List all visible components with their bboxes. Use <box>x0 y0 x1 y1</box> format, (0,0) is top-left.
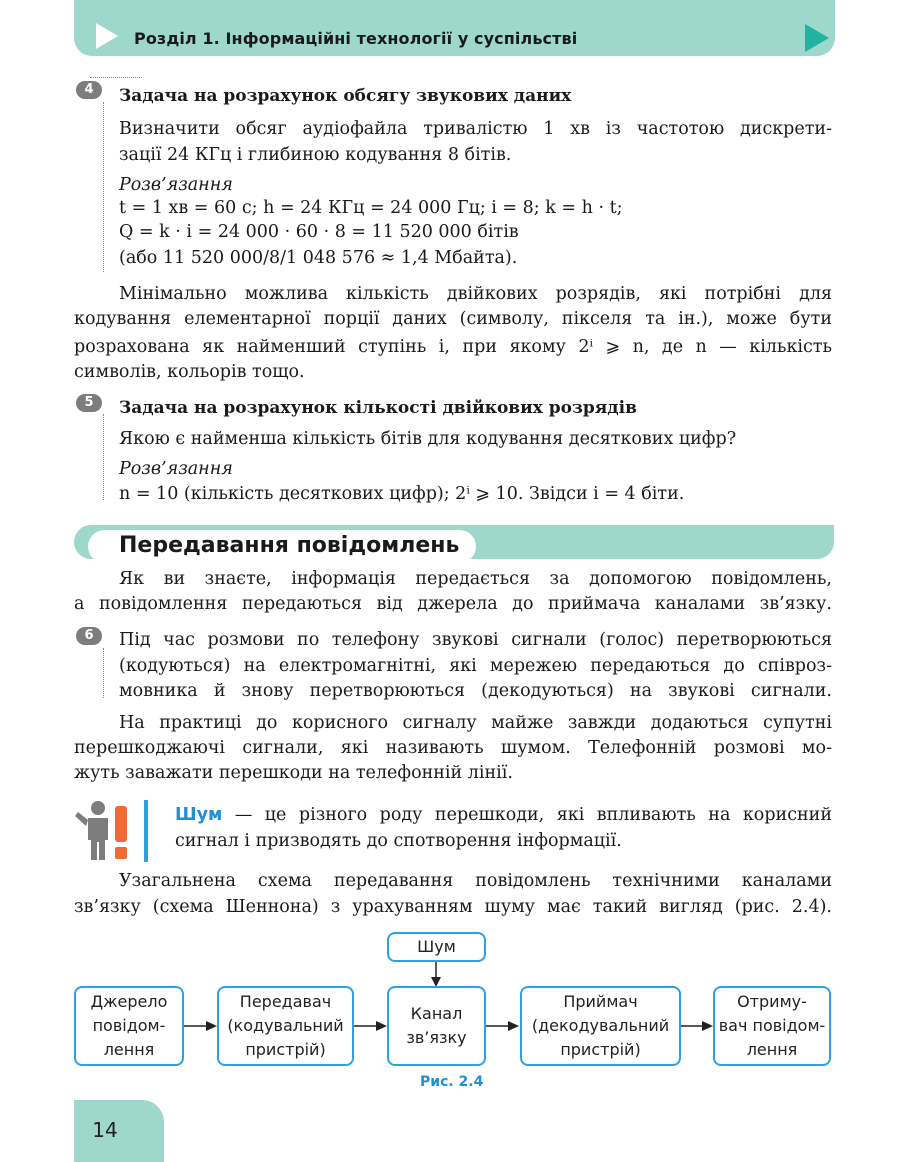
flow-arrow <box>354 1018 388 1034</box>
dotted-divider <box>90 77 142 78</box>
solution-label: Розв’язання <box>119 459 233 479</box>
definition-bar <box>144 800 148 862</box>
receiver-line: (декодувальний <box>531 1016 670 1035</box>
noise-label: Шум <box>417 937 456 956</box>
formula-line-3: (або 11 520 000/8/1 048 576 ≈ 1,4 Мбайта). <box>119 248 518 268</box>
task-5-text: Якою є найменша кількість бітів для кодування десяткових цифр? <box>119 429 737 449</box>
recipient-line: Отриму- <box>737 992 807 1011</box>
solution-label: Розв’язання <box>119 175 233 195</box>
definition-line-1 <box>175 802 832 828</box>
paragraph-3-line-1: На практиці до корисного сигналу майже завжди додаються супутні <box>119 713 832 733</box>
paragraph-3-line-2: перешкоджаючі сигнали, які називають шумом. Телефонній розмові мо- <box>74 738 832 758</box>
receiver-line: Приймач <box>563 992 638 1011</box>
paragraph-4-line-2: зв’язку (схема Шеннона) з урахуванням шуму має такий вигляд (рис. 2.4). <box>74 897 832 917</box>
noise-arrow <box>428 962 444 988</box>
dotted-guide <box>103 102 104 272</box>
block-6-line-3: мовника й знову перетворюються (декодуються) на звукові сигнали. <box>119 681 832 701</box>
paragraph-3-line-3: жуть заважати перешкоди на телефонній лінії. <box>74 763 513 783</box>
next-arrow-icon <box>805 24 829 52</box>
transmitter-line: пристрій) <box>245 1040 326 1059</box>
channel-line: зв’язку <box>406 1028 467 1047</box>
block-6-line-1: Під час розмови по телефону звукові сигнали (голос) перетворюються <box>119 630 832 650</box>
block-6-line-2: (кодуються) на електромагнітні, які мережею передаються до співроз- <box>119 656 832 676</box>
section-title: Передавання повідомлень <box>119 533 460 558</box>
transmitter-line: (кодувальний <box>227 1016 344 1035</box>
recipient-line: вач повідом- <box>718 1016 826 1035</box>
dotted-guide <box>103 648 104 698</box>
paragraph-1-line-1: Мінімально можлива кількість двійкових розрядів, які потрібні для <box>119 284 832 304</box>
task-badge-5: 5 <box>76 394 102 412</box>
task-badge-4: 4 <box>76 81 102 99</box>
figure-caption: Рис. 2.4 <box>420 1074 484 1090</box>
noise-box <box>387 932 486 962</box>
task-4-text-line-2: зації 24 КГц і глибиною кодування 8 бітів. <box>119 145 512 165</box>
source-line: Джерело <box>90 992 168 1011</box>
task-5-formula: n = 10 (кількість десяткових цифр); 2ⁱ ⩾ 10. Звідси i = 4 біти. <box>119 484 685 504</box>
task-4-title: Задача на розрахунок обсягу звукових даних <box>119 86 572 106</box>
source-line: повідом- <box>92 1016 166 1035</box>
dotted-guide <box>103 414 104 500</box>
task-badge-6: 6 <box>76 627 102 645</box>
person-attention-icon <box>74 800 134 862</box>
definition-term: Шум <box>175 805 223 825</box>
paragraph-2-line-2: а повідомлення передаються від джерела до приймача каналами зв’язку. <box>74 594 832 614</box>
paragraph-1-line-2: кодування елементарної порції даних (символу, пікселя та ін.), може бути <box>74 309 832 329</box>
flow-arrow <box>486 1018 520 1034</box>
chapter-title: Розділ 1. Інформаційні технології у суспільстві <box>134 29 578 48</box>
receiver-line: пристрій) <box>560 1040 641 1059</box>
flow-arrow <box>184 1018 218 1034</box>
page-number: 14 <box>92 1118 118 1142</box>
task-4-text-line-1: Визначити обсяг аудіофайла тривалістю 1 хв із частотою дискрети- <box>119 119 832 139</box>
definition-text: — це різного роду перешкоди, які впливають на корисний <box>222 805 832 825</box>
recipient-line: лення <box>746 1040 798 1059</box>
transmitter-line: Передавач <box>239 992 332 1011</box>
paragraph-4-line-1: Узагальнена схема передавання повідомлень технічними каналами <box>119 871 832 891</box>
formula-line-1: t = 1 хв = 60 с; h = 24 КГц = 24 000 Гц; i = 8; k = h · t; <box>119 198 623 218</box>
source-box <box>74 986 184 1066</box>
paragraph-1-line-3: розрахована як найменший ступінь i, при якому 2ⁱ ⩾ n, де n — кількість <box>74 337 832 357</box>
receiver-box <box>520 986 681 1066</box>
definition-line-2: сигнал і призводять до спотворення інформації. <box>175 831 622 851</box>
flow-arrow <box>681 1018 714 1034</box>
source-line: лення <box>103 1040 155 1059</box>
recipient-box <box>713 986 831 1066</box>
play-arrow-icon <box>96 23 118 49</box>
formula-line-2: Q = k · i = 24 000 · 60 · 8 = 11 520 000 бітів <box>119 222 519 242</box>
channel-line: Канал <box>410 1004 463 1023</box>
paragraph-1-line-4: символів, кольорів тощо. <box>74 362 305 382</box>
transmitter-box <box>217 986 354 1066</box>
paragraph-2-line-1: Як ви знаєте, інформація передається за допомогою повідомлень, <box>119 569 832 589</box>
channel-box <box>387 986 486 1066</box>
task-5-title: Задача на розрахунок кількості двійкових розрядів <box>119 398 637 418</box>
